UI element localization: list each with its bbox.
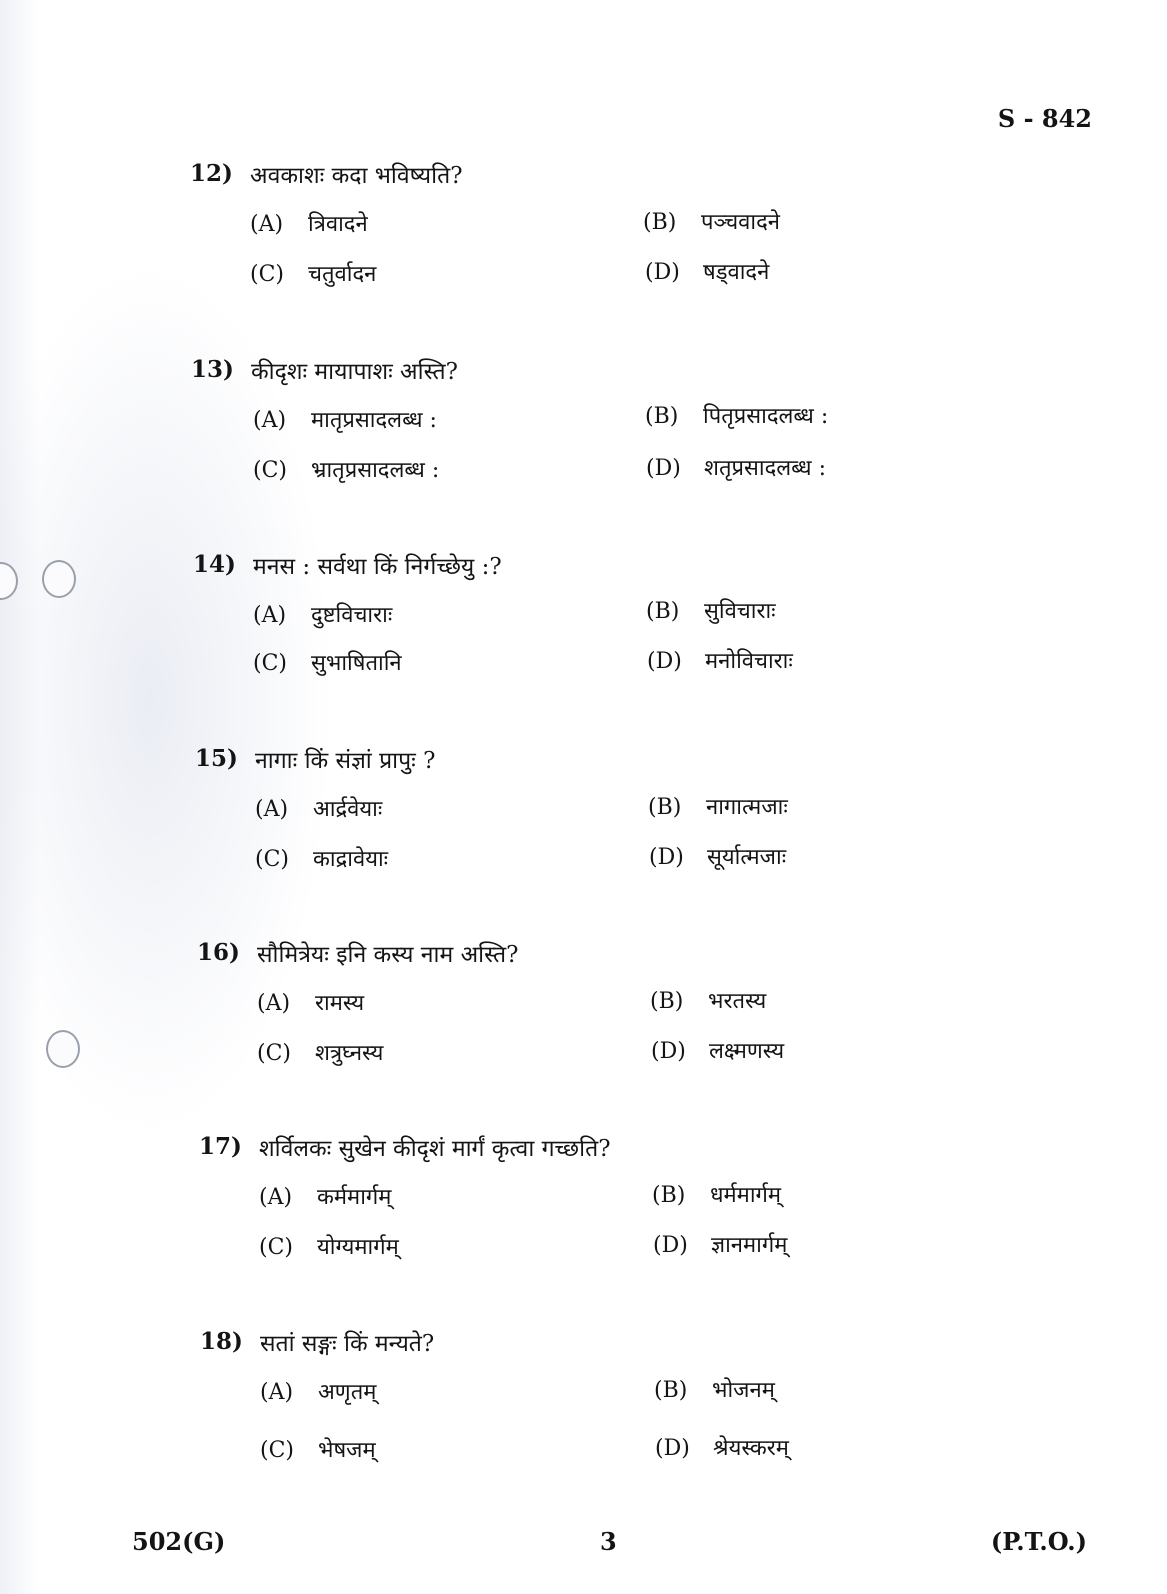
option-d[interactable] xyxy=(646,452,826,482)
option-a[interactable] xyxy=(253,599,392,629)
option-label: (A) xyxy=(253,603,287,628)
question-12 xyxy=(0,160,1167,360)
question-text: अवकाशः कदा भविष्यति? xyxy=(250,163,463,189)
option-label: (A) xyxy=(253,408,287,433)
option-b[interactable] xyxy=(643,206,780,236)
option-label: (C) xyxy=(253,458,287,483)
option-text: पञ्चवादने xyxy=(701,210,781,235)
option-d[interactable] xyxy=(649,841,786,871)
option-a[interactable] xyxy=(257,987,364,1017)
question-18 xyxy=(0,1328,1167,1528)
option-text: त्रिवादने xyxy=(308,212,368,237)
option-text: कर्ममार्गम् xyxy=(317,1185,392,1210)
option-label: (D) xyxy=(651,1039,686,1064)
option-text: अणृतम् xyxy=(318,1380,377,1405)
option-text: शत्रुघ्नस्य xyxy=(315,1041,384,1066)
option-b[interactable] xyxy=(652,1179,781,1209)
option-label: (D) xyxy=(653,1233,688,1258)
question-number: 17) xyxy=(199,1133,242,1160)
paper-code: 502(G) xyxy=(132,1527,226,1556)
option-label: (A) xyxy=(257,991,291,1016)
option-text: शतृप्रसादलब्ध : xyxy=(704,456,827,481)
option-label: (C) xyxy=(259,1235,293,1260)
option-d[interactable] xyxy=(653,1229,787,1259)
option-text: लक्ष्मणस्य xyxy=(709,1039,785,1064)
option-label: (D) xyxy=(649,845,684,870)
question-14 xyxy=(0,551,1167,751)
question-text: कीदृशः मायापाशः अस्ति? xyxy=(251,359,458,385)
option-b[interactable] xyxy=(654,1374,775,1404)
option-text: दुष्टविचाराः xyxy=(311,603,393,628)
option-a[interactable] xyxy=(259,1181,391,1211)
option-text: सुभाषितानि xyxy=(311,651,402,676)
question-17 xyxy=(0,1133,1167,1333)
option-a[interactable] xyxy=(250,208,368,238)
option-c[interactable] xyxy=(255,843,388,873)
option-a[interactable] xyxy=(255,793,382,823)
option-label: (A) xyxy=(255,797,289,822)
option-label: (C) xyxy=(257,1041,291,1066)
option-label: (B) xyxy=(650,989,684,1014)
option-label: (B) xyxy=(646,599,680,624)
question-number: 12) xyxy=(190,160,233,187)
option-text: भेषजम् xyxy=(318,1438,376,1463)
option-text: भरतस्य xyxy=(708,989,767,1014)
please-turn-over: (P.T.O.) xyxy=(990,1527,1087,1556)
question-text: सतां सङ्गः किं मन्यते? xyxy=(260,1331,435,1357)
option-text: मनोविचाराः xyxy=(705,649,793,674)
option-label: (C) xyxy=(260,1438,294,1463)
option-label: (A) xyxy=(250,212,284,237)
option-label: (D) xyxy=(645,260,680,285)
option-label: (C) xyxy=(253,651,287,676)
option-label: (C) xyxy=(250,262,284,287)
option-text: योग्यमार्गम् xyxy=(317,1235,399,1260)
option-d[interactable] xyxy=(655,1432,789,1462)
question-number: 18) xyxy=(200,1328,243,1355)
question-text: शर्विलकः सुखेन कीदृशं मार्गं कृत्वा गच्छति? xyxy=(259,1136,611,1162)
question-number: 14) xyxy=(193,551,236,578)
option-b[interactable] xyxy=(648,791,788,821)
option-text: धर्ममार्गम् xyxy=(710,1183,782,1208)
option-label: (B) xyxy=(643,210,677,235)
option-a[interactable] xyxy=(253,404,437,434)
option-c[interactable] xyxy=(259,1231,399,1261)
question-text: सौमित्रेयः इनि कस्य नाम अस्ति? xyxy=(257,942,519,968)
option-label: (A) xyxy=(260,1380,294,1405)
option-c[interactable] xyxy=(253,647,402,677)
page-number: 3 xyxy=(600,1527,617,1556)
option-d[interactable] xyxy=(647,645,793,675)
option-text: षड्वादने xyxy=(703,260,770,285)
option-b[interactable] xyxy=(650,985,766,1015)
option-label: (B) xyxy=(652,1183,686,1208)
option-text: नागात्मजाः xyxy=(706,795,788,820)
option-text: चतुर्वादन xyxy=(308,262,377,287)
option-text: काद्रावेयाः xyxy=(313,847,389,872)
option-text: ज्ञानमार्गम् xyxy=(711,1233,788,1258)
option-text: भोजनम् xyxy=(712,1378,775,1403)
option-a[interactable] xyxy=(260,1376,376,1406)
option-label: (B) xyxy=(648,795,682,820)
option-text: आर्द्रवेयाः xyxy=(313,797,383,822)
exam-code: S - 842 xyxy=(997,104,1092,133)
option-label: (D) xyxy=(655,1436,690,1461)
question-number: 15) xyxy=(195,745,238,772)
option-text: भ्रातृप्रसादलब्ध : xyxy=(311,458,440,483)
option-label: (C) xyxy=(255,847,289,872)
option-d[interactable] xyxy=(651,1035,784,1065)
option-c[interactable] xyxy=(250,258,376,288)
option-label: (D) xyxy=(647,649,682,674)
option-c[interactable] xyxy=(257,1037,383,1067)
option-c[interactable] xyxy=(253,454,439,484)
question-16 xyxy=(0,939,1167,1139)
question-15 xyxy=(0,745,1167,945)
option-c[interactable] xyxy=(260,1434,376,1464)
option-b[interactable] xyxy=(645,400,828,430)
question-number: 16) xyxy=(197,939,240,966)
option-label: (B) xyxy=(654,1378,688,1403)
option-label: (D) xyxy=(646,456,681,481)
question-text: मनस : सर्वथा किं निर्गच्छेयु :? xyxy=(253,554,502,580)
option-label: (A) xyxy=(259,1185,293,1210)
option-text: पितृप्रसादलब्ध : xyxy=(703,404,829,429)
option-label: (B) xyxy=(645,404,679,429)
option-text: मातृप्रसादलब्ध : xyxy=(311,408,437,433)
option-b[interactable] xyxy=(646,595,776,625)
option-text: श्रेयस्करम् xyxy=(713,1436,789,1461)
question-number: 13) xyxy=(191,356,234,383)
option-text: रामस्य xyxy=(315,991,365,1016)
question-13 xyxy=(0,356,1167,556)
option-d[interactable] xyxy=(645,256,769,286)
question-text: नागाः किं संज्ञां प्रापुः ? xyxy=(255,748,436,774)
option-text: सूर्यात्मजाः xyxy=(707,845,787,870)
option-text: सुविचाराः xyxy=(704,599,776,624)
